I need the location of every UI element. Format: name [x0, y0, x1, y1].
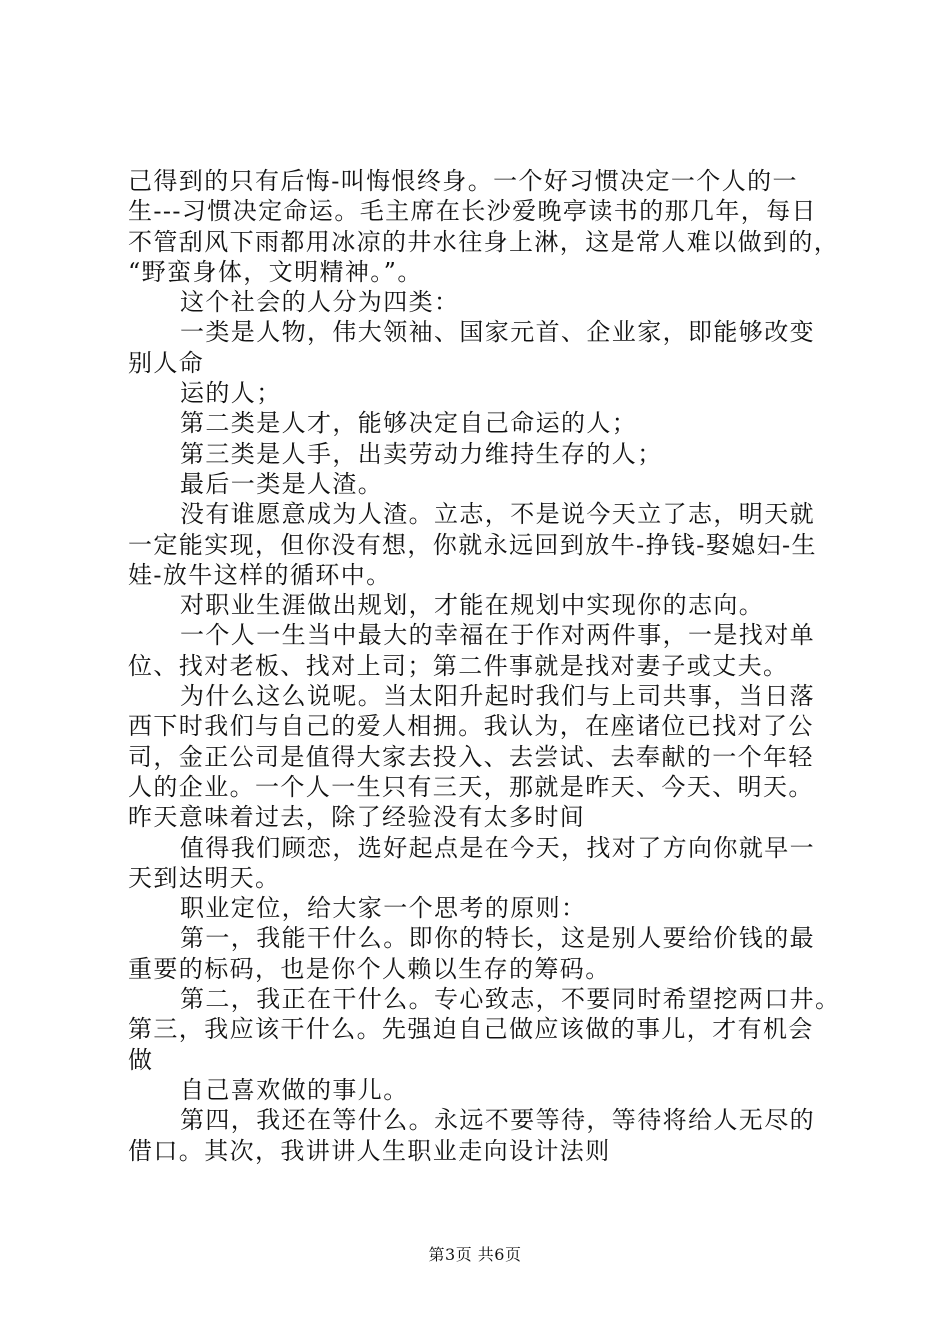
document-body: [128, 166, 848, 1166]
text-line: 值得我们顾恋，选好起点是在今天，找对了方向你就早一: [180, 833, 815, 862]
text-line: 昨天意味着过去，除了经验没有太多时间: [128, 803, 586, 832]
text-line: 自己喜欢做的事儿。: [180, 1075, 409, 1104]
text-line: 第一，我能干什么。即你的特长，这是别人要给价钱的最: [180, 924, 815, 953]
text-line: 娃-放牛这样的循环中。: [128, 560, 392, 589]
text-line: 重要的标码，也是你个人赖以生存的筹码。: [128, 954, 611, 983]
text-line: 最后一类是人渣。: [180, 469, 384, 498]
text-line: 没有谁愿意成为人渣。立志，不是说今天立了志，明天就: [180, 500, 815, 529]
text-line: 第四，我还在等什么。永远不要等待，等待将给人无尽的: [180, 1106, 815, 1135]
text-line: 运的人；: [180, 379, 282, 408]
text-line: 做: [128, 1045, 154, 1074]
text-line: 第三类是人手，出卖劳动力维持生存的人；: [180, 439, 663, 468]
text-line: 一定能实现，但你没有想，你就永远回到放牛-挣钱-娶媳妇-生: [128, 530, 817, 559]
text-line: 一类是人物，伟大领袖、国家元首、企业家，即能够改变: [180, 318, 815, 347]
text-line: 一个人一生当中最大的幸福在于作对两件事，一是找对单: [180, 621, 815, 650]
text-line: 生---习惯决定命运。毛主席在长沙爱晚亭读书的那几年，每日: [128, 197, 817, 226]
text-line: 对职业生涯做出规划，才能在规划中实现你的志向。: [180, 591, 765, 620]
text-line: “野蛮身体，文明精神。”。: [128, 257, 423, 286]
page-number-footer: 第3页 共6页: [428, 1245, 522, 1264]
text-line: 人的企业。一个人一生只有三天，那就是昨天、今天、明天。: [128, 772, 814, 801]
text-line: 不管刮风下雨都用冰凉的井水往身上淋，这是常人难以做到的，: [128, 227, 840, 256]
text-line: 第三，我应该干什么。先强迫自己做应该做的事儿，才有机会: [128, 1015, 814, 1044]
text-line: 司，金正公司是值得大家去投入、去尝试、去奉献的一个年轻: [128, 742, 814, 771]
text-line: 为什么这么说呢。当太阳升起时我们与上司共事，当日落: [180, 682, 815, 711]
text-line: 第二，我正在干什么。专心致志，不要同时希望挖两口井。: [180, 985, 841, 1014]
text-line: 天到达明天。: [128, 863, 281, 892]
text-line: 位、找对老板、找对上司；第二件事就是找对妻子或丈夫。: [128, 651, 789, 680]
text-line: 第二类是人才，能够决定自己命运的人；: [180, 409, 638, 438]
text-line: 别人命: [128, 348, 205, 377]
text-line: 这个社会的人分为四类：: [180, 288, 460, 317]
text-line: 西下时我们与自己的爱人相拥。我认为，在座诸位已找对了公: [128, 712, 814, 741]
text-line: 职业定位，给大家一个思考的原则：: [180, 894, 587, 923]
text-line: 借口。其次，我讲讲人生职业走向设计法则: [128, 1136, 611, 1165]
text-line: 己得到的只有后悔-叫悔恨终身。一个好习惯决定一个人的一: [128, 167, 798, 195]
